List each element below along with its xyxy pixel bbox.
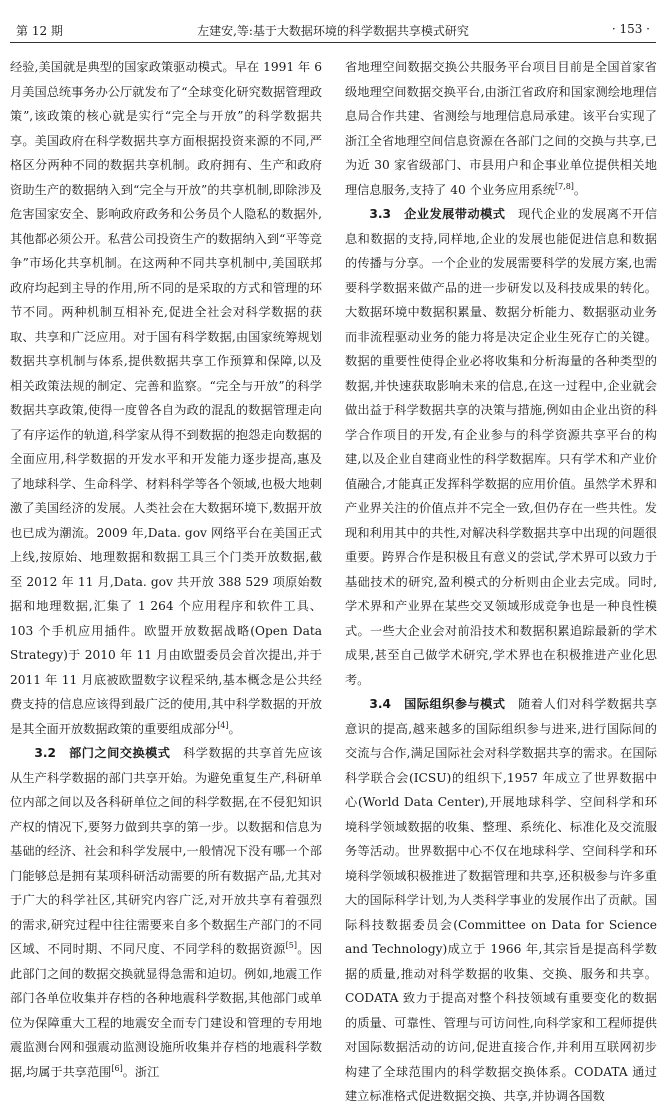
section-3-4 — [345, 692, 657, 1109]
right-column — [345, 55, 657, 1109]
paragraph-text: 省地理空间数据交换公共服务平台项目目前是全国首家省级地理空间数据交换平台,由浙江省政府和国家测绘地理信息局合作共建、省测绘与地理信息局承建。该平台实现了浙江全省地理空间信息资源在各部门之间的交换与共享,已为近 30 家省级部门、市县用户和企事业单位提供相关地理信息服务,支持了 40 个业务应用系统 — [345, 60, 657, 197]
paragraph-text: 。因此部门之间的数据交换就显得急需和迫切。例如,地震工作部门各单位收集并存档的各种地震科学数据,其他部门或单位为保障重大工程的地震安全而专门建设和管理的专用地震监测台网和强震动监测设施所收集并存档的地震科学数据,均属于共享范围 — [10, 942, 323, 1079]
section-3-2 — [10, 741, 322, 1084]
citation: [6] — [111, 1063, 123, 1073]
paragraph-text: 随着人们对科学数据共享意识的提高,越来越多的国际组织参与进来,进行国际间的交流与合作,满足国际社会对科学数据共享的需求。在国际科学联合会(ICSU)的组织下,1957 年成立了世界数据中心(World Data Center),开展地球科学、空间科学和环境科学领域数据的收集、整理、系统化、标准化及交流服务等活动。世界数据中心不仅在地球科学、空间科学和环境科学领域积极推进了数据管理和共享,还积极参与许多重大的国际科学计划,为人类科学事业的发展作出了贡献。国际科技数据委员会(Committee on Data for Science and Technology)成立于 1966 年,其宗旨是提高科学数据的质量,推动对科学数据的收集、交换、服务和共享。CODATA 致力于提高对整个科技领域有重要变化的数据的质量、可靠性、管理与可访问性,向科学家和工程师提供对国际数据活动的访问,促进直接合作,并利用互联网初步构建了全球范围内的科学数据交换体系。CODATA 通过建立标准格式促进数据交换、共享,并协调各国数 — [345, 697, 658, 1103]
issue-number: 第 12 期 — [16, 24, 63, 38]
page-header — [10, 18, 656, 43]
section-heading: 3.2 部门之间交换模式 — [34, 746, 171, 760]
section-heading: 3.3 企业发展带动模式 — [369, 207, 506, 221]
running-title: 左建安,等:基于大数据环境的科学数据共享模式研究 — [197, 24, 469, 38]
section-3-3 — [345, 202, 657, 692]
paragraph — [345, 55, 657, 202]
paragraph-text: 现代企业的发展离不开信息和数据的支持,同样地,企业的发展也能促进信息和数据的传播与分享。一个企业的发展需要科学的发展方案,也需要科学数据来做产品的进一步研发以及科技成果的转化。大数据环境中数据积累量、数据分析能力、数据驱动业务而非流程驱动业务的能力将是决定企业生死存亡的关键。数据的重要性使得企业必将收集和分析海量的各种类型的数据,并快速获取影响未来的信息,在这一过程中,企业就会做出益于科学数据共享的决策与措施,例如由企业出资的科学合作项目的开发,有企业参与的科学资源共享平台的构建,以及企业自建商业性的科学数据库。只有学术和产业价值融合,才能真正发挥科学数据的应用价值。虽然学术界和产业界关注的价值点并不完全一致,但仍存在一些共性。发现和利用其中的共性,对解决科学数据共享中出现的问题很重要。跨界合作是积极且有意义的尝试,学术界可以致力于基础技术的研究,盈利模式的分析则由企业去完成。同时,学术界和产业界在某些交叉领域形成竞争也是一种良性模式。一些大企业会对前沿技术和数据积累追踪最新的学术成果,甚至自己做学术研究,学术界也在积极推进产业化思考。 — [345, 207, 658, 687]
punctuation: 。 — [573, 182, 587, 197]
paragraph-text: 。浙江 — [122, 1064, 160, 1079]
punctuation: 。 — [228, 721, 241, 736]
paragraph-text: 经验,美国就是典型的国家政策驱动模式。早在 1991 年 6 月美国总统事务办公厅就发布了“全球变化研究数据管理政策”,该政策的核心就是实行“完全与开放”的科学数据共享。美国政府在科学数据共享方面根据投资来源的不同,严格区分两种不同的数据共享机制。政府拥有、生产和政府资助生产的数据纳入到“完全与开放”的共享机制,即除涉及危害国家安全、影响政府政务和公务员个人隐私的数据外,其他都必须公开。私营公司投资生产的数据纳入到“平等竞争”市场化共享机制。在这两种不同共享机制中,美国联邦政府均起到主导的作用,所不同的是采取的方式和管理的环节不同。两种机制互相补充,促进全社会对科学数据的获取、共享和广泛应用。对于国有科学数据,由国家统筹规划数据共享机制与体系,提供数据共享工作预算和保障,以及相关政策法规的制定、完善和监察。“完全与开放”的科学数据共享政策,使得一度曾各自为政的混乱的数据管理走向了有序运作的轨道,科学家从得不到数据的抱怨走向数据的全面应用,科学数据的开发水平和开发能力逐步提高,惠及了地球科学、生命科学、材料科学等各个领域,也极大地刺激了美国经济的发展。人类社会在大数据环境下,数据开放也已成为潮流。2009 年,Data. gov 网络平台在美国正式上线,按原始、地理数据和数据工具三个门类开放数据,截至 2012 年 11 月,Data. gov 共开放 388 529 项原始数据和地理数据,汇集了 1 264 个应用程序和软件工具、103 个手机应用插件。欧盟开放数据战略(Open Data Strategy)于 2010 年 11 月由欧盟委员会首次提出,并于 2011 年 11 月底被欧盟数字议程采纳,基本概念是公共经费支持的信息应该得到最广泛的使用,其中科学数据的开放是其全面开放数据政策的重要组成部分 — [10, 60, 322, 736]
paragraph — [10, 55, 322, 741]
page-number: · 153 · — [611, 22, 650, 36]
section-heading: 3.4 国际组织参与模式 — [369, 697, 506, 711]
left-column — [10, 55, 322, 1084]
citation: [5] — [285, 940, 297, 950]
citation: [4] — [217, 720, 229, 730]
citation: [7,8] — [554, 181, 574, 191]
paragraph-text: 科学数据的共享首先应该从生产科学数据的部门共享开始。为避免重复生产,科研单位内部之间以及各科研单位之间的科学数据,在不侵犯知识产权的情况下,要努力做到共享的第一步。以数据和信息为基础的经济、社会和科学发展中,一般情况下没有哪一个部门能够总是拥有某项科研活动需要的所有数据产品,尤其对于广大的科学社区,其研究内容广泛,对开放共享有着强烈的需求,研究过程中往往需要来自多个数据生产部门的不同区域、不同时期、不同尺度、不同学科的数据资源 — [10, 746, 323, 956]
